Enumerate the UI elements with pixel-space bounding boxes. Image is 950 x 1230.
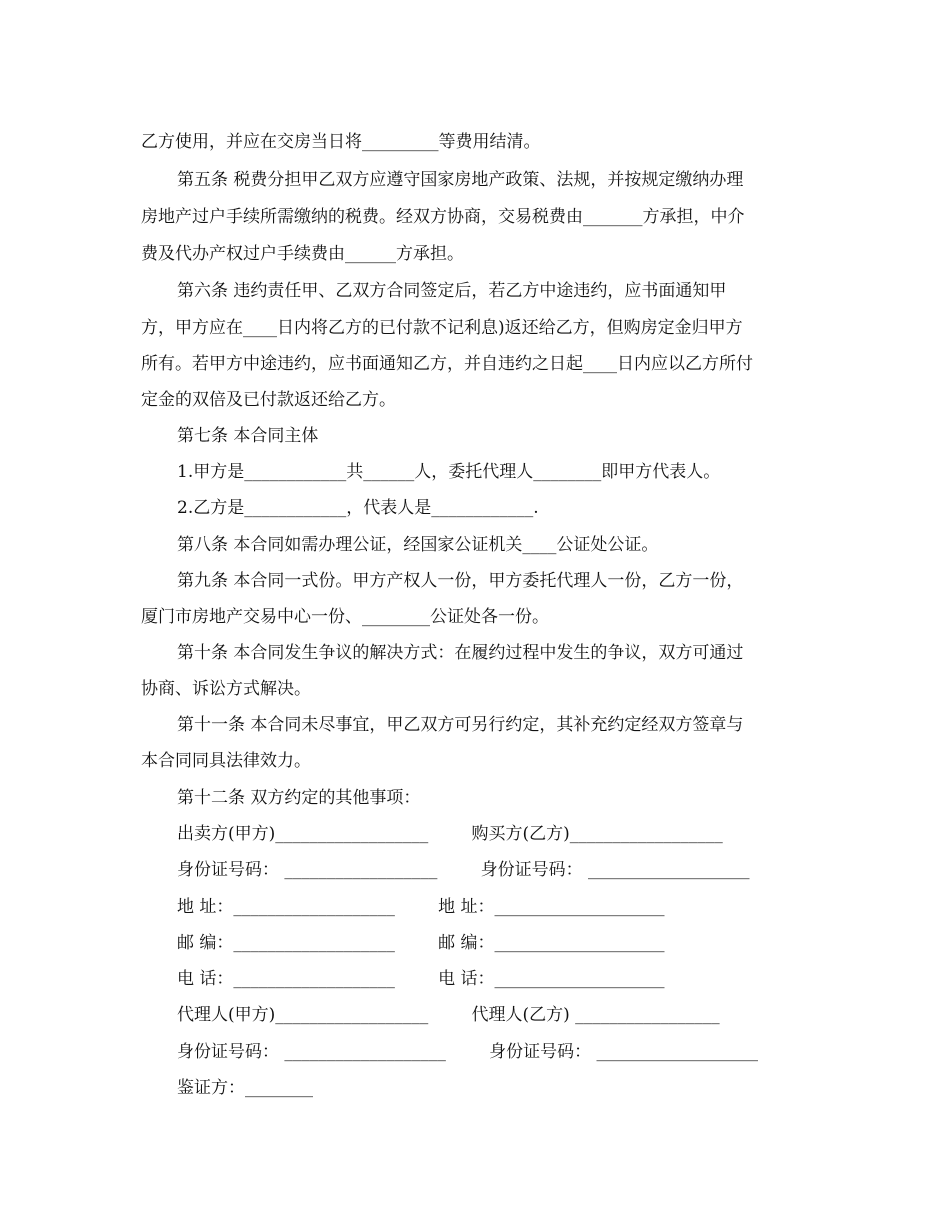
signature-line: 地 址：___________________ 地 址：____________________ [177, 897, 665, 917]
text-line: 房地产过户手续所需缴纳的税费。经双方协商，交易税费由_______方承担，中介 [141, 207, 745, 227]
signature-line: 电 话：___________________ 电 话：____________________ [177, 969, 665, 989]
text-line: 费及代办产权过户手续费由______方承担。 [141, 244, 464, 264]
signature-line: 出卖方(甲方)__________________ 购买方(乙方)__________________ [177, 824, 723, 844]
text-line: 第十二条 双方约定的其他事项： [177, 788, 421, 808]
signature-line: 代理人(甲方)__________________ 代理人(乙方) _________________ [177, 1005, 720, 1025]
text-line: 乙方使用，并应在交房当日将_________等费用结清。 [141, 132, 541, 152]
text-line: 1.甲方是____________共______人，委托代理人________即甲方代表人。 [177, 462, 721, 482]
text-line: 本合同同具法律效力。 [141, 751, 311, 771]
text-line: 第五条 税费分担甲乙双方应遵守国家房地产政策、法规，并按规定缴纳办理 [177, 170, 744, 190]
text-line: 第十一条 本合同未尽事宜，甲乙双方可另行约定，其补充约定经双方签章与 [177, 715, 744, 735]
signature-line: 邮 编：___________________ 邮 编：____________________ [177, 933, 665, 953]
text-line: 协商、诉讼方式解决。 [141, 679, 311, 699]
text-line: 定金的双倍及已付款返还给乙方。 [141, 390, 396, 410]
text-line: 方，甲方应在____日内将乙方的已付款不记利息)返还给乙方，但购房定金归甲方 [141, 318, 743, 338]
text-line: 第十条 本合同发生争议的解决方式：在履约过程中发生的争议，双方可通过 [177, 643, 744, 663]
text-line: 所有。若甲方中途违约，应书面通知乙方，并自违约之日起____日内应以乙方所付 [141, 354, 753, 374]
signature-line: 鉴证方：________ [177, 1078, 313, 1098]
text-line: 2.乙方是____________，代表人是____________. [177, 498, 539, 518]
text-line: 厦门市房地产交易中心一份、________公证处各一份。 [141, 607, 549, 627]
text-line: 第八条 本合同如需办理公证，经国家公证机关____公证处公证。 [177, 535, 659, 555]
text-line: 第九条 本合同一式份。甲方产权人一份，甲方委托代理人一份，乙方一份， [177, 571, 744, 591]
signature-line: 身份证号码： __________________ 身份证号码： ___________________ [177, 860, 750, 880]
text-line: 第六条 违约责任甲、乙双方合同签定后，若乙方中途违约，应书面通知甲 [177, 281, 727, 301]
text-line: 第七条 本合同主体 [177, 426, 319, 446]
signature-line: 身份证号码： ___________________ 身份证号码： ___________________ [177, 1042, 759, 1062]
